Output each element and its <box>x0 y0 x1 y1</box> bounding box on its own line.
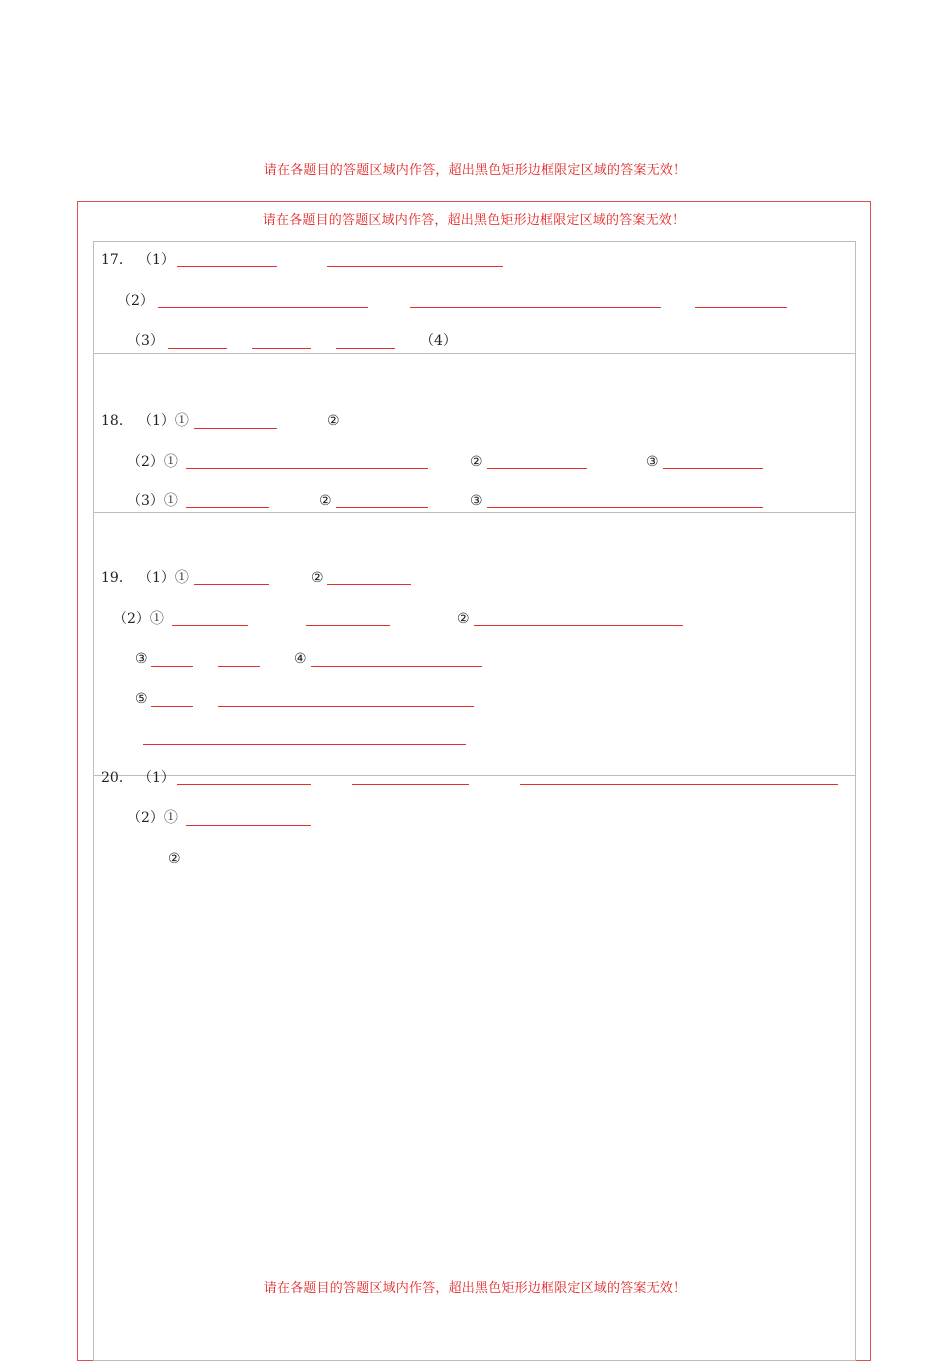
sub-label: ② <box>457 611 470 627</box>
question-number: 19． <box>101 570 133 586</box>
answer-blank[interactable] <box>520 784 838 785</box>
answer-blank[interactable] <box>327 584 411 585</box>
answer-blank[interactable] <box>410 307 661 308</box>
answer-blank[interactable] <box>218 666 260 667</box>
answer-blank[interactable] <box>177 784 311 785</box>
part-label: （1） <box>138 770 175 786</box>
question-number: 17． <box>101 252 133 268</box>
sub-label: ② <box>168 851 181 867</box>
sub-label: ④ <box>294 651 307 667</box>
answer-blank[interactable] <box>663 468 763 469</box>
answer-blank[interactable] <box>186 468 428 469</box>
answer-blank[interactable] <box>252 348 311 349</box>
answer-blank[interactable] <box>194 584 269 585</box>
answer-blank[interactable] <box>487 468 587 469</box>
sub-label: ⑤ <box>135 691 148 707</box>
divider-17-18 <box>93 353 856 354</box>
sub-label: ③ <box>135 651 148 667</box>
answer-blank[interactable] <box>194 428 277 429</box>
answer-blank[interactable] <box>327 266 503 267</box>
part-label: （4） <box>420 333 457 349</box>
answer-blank[interactable] <box>695 307 787 308</box>
part-label: （2）① <box>127 810 178 826</box>
question-number: 18． <box>101 413 133 429</box>
answer-blank[interactable] <box>311 666 482 667</box>
answer-area-inner-border <box>93 241 856 1361</box>
sub-label: ② <box>327 413 340 429</box>
part-label: （1） <box>138 252 175 268</box>
answer-blank[interactable] <box>218 706 474 707</box>
answer-blank[interactable] <box>177 266 277 267</box>
sub-label: ② <box>470 454 483 470</box>
top-notice: 请在各题目的答题区域内作答，超出黑色矩形边框限定区域的答案无效！ <box>263 163 687 178</box>
answer-blank[interactable] <box>352 784 469 785</box>
divider-19-20 <box>93 775 856 776</box>
divider-18-19 <box>93 512 856 513</box>
footer-notice: 请在各题目的答题区域内作答，超出黑色矩形边框限定区域的答案无效！ <box>263 1281 687 1296</box>
header-notice: 请在各题目的答题区域内作答，超出黑色矩形边框限定区域的答案无效！ <box>262 213 686 228</box>
sub-label: ③ <box>646 454 659 470</box>
answer-blank[interactable] <box>143 744 466 745</box>
answer-blank[interactable] <box>151 666 193 667</box>
answer-blank[interactable] <box>186 507 269 508</box>
answer-blank[interactable] <box>336 507 428 508</box>
part-label: （2）① <box>127 454 178 470</box>
answer-blank[interactable] <box>336 348 395 349</box>
answer-blank[interactable] <box>172 625 248 626</box>
answer-blank[interactable] <box>186 825 311 826</box>
part-label: （3）① <box>127 493 178 509</box>
answer-blank[interactable] <box>158 307 368 308</box>
part-label: （1）① <box>138 570 189 586</box>
sub-label: ② <box>311 570 324 586</box>
part-label: （2） <box>117 293 154 309</box>
sub-label: ② <box>319 493 332 509</box>
part-label: （3） <box>127 333 164 349</box>
sub-label: ③ <box>470 493 483 509</box>
answer-blank[interactable] <box>487 507 763 508</box>
part-label: （2）① <box>113 611 164 627</box>
answer-blank[interactable] <box>168 348 227 349</box>
answer-blank[interactable] <box>306 625 390 626</box>
question-number: 20． <box>101 770 133 786</box>
answer-blank[interactable] <box>474 625 683 626</box>
answer-blank[interactable] <box>151 706 193 707</box>
part-label: （1）① <box>138 413 189 429</box>
